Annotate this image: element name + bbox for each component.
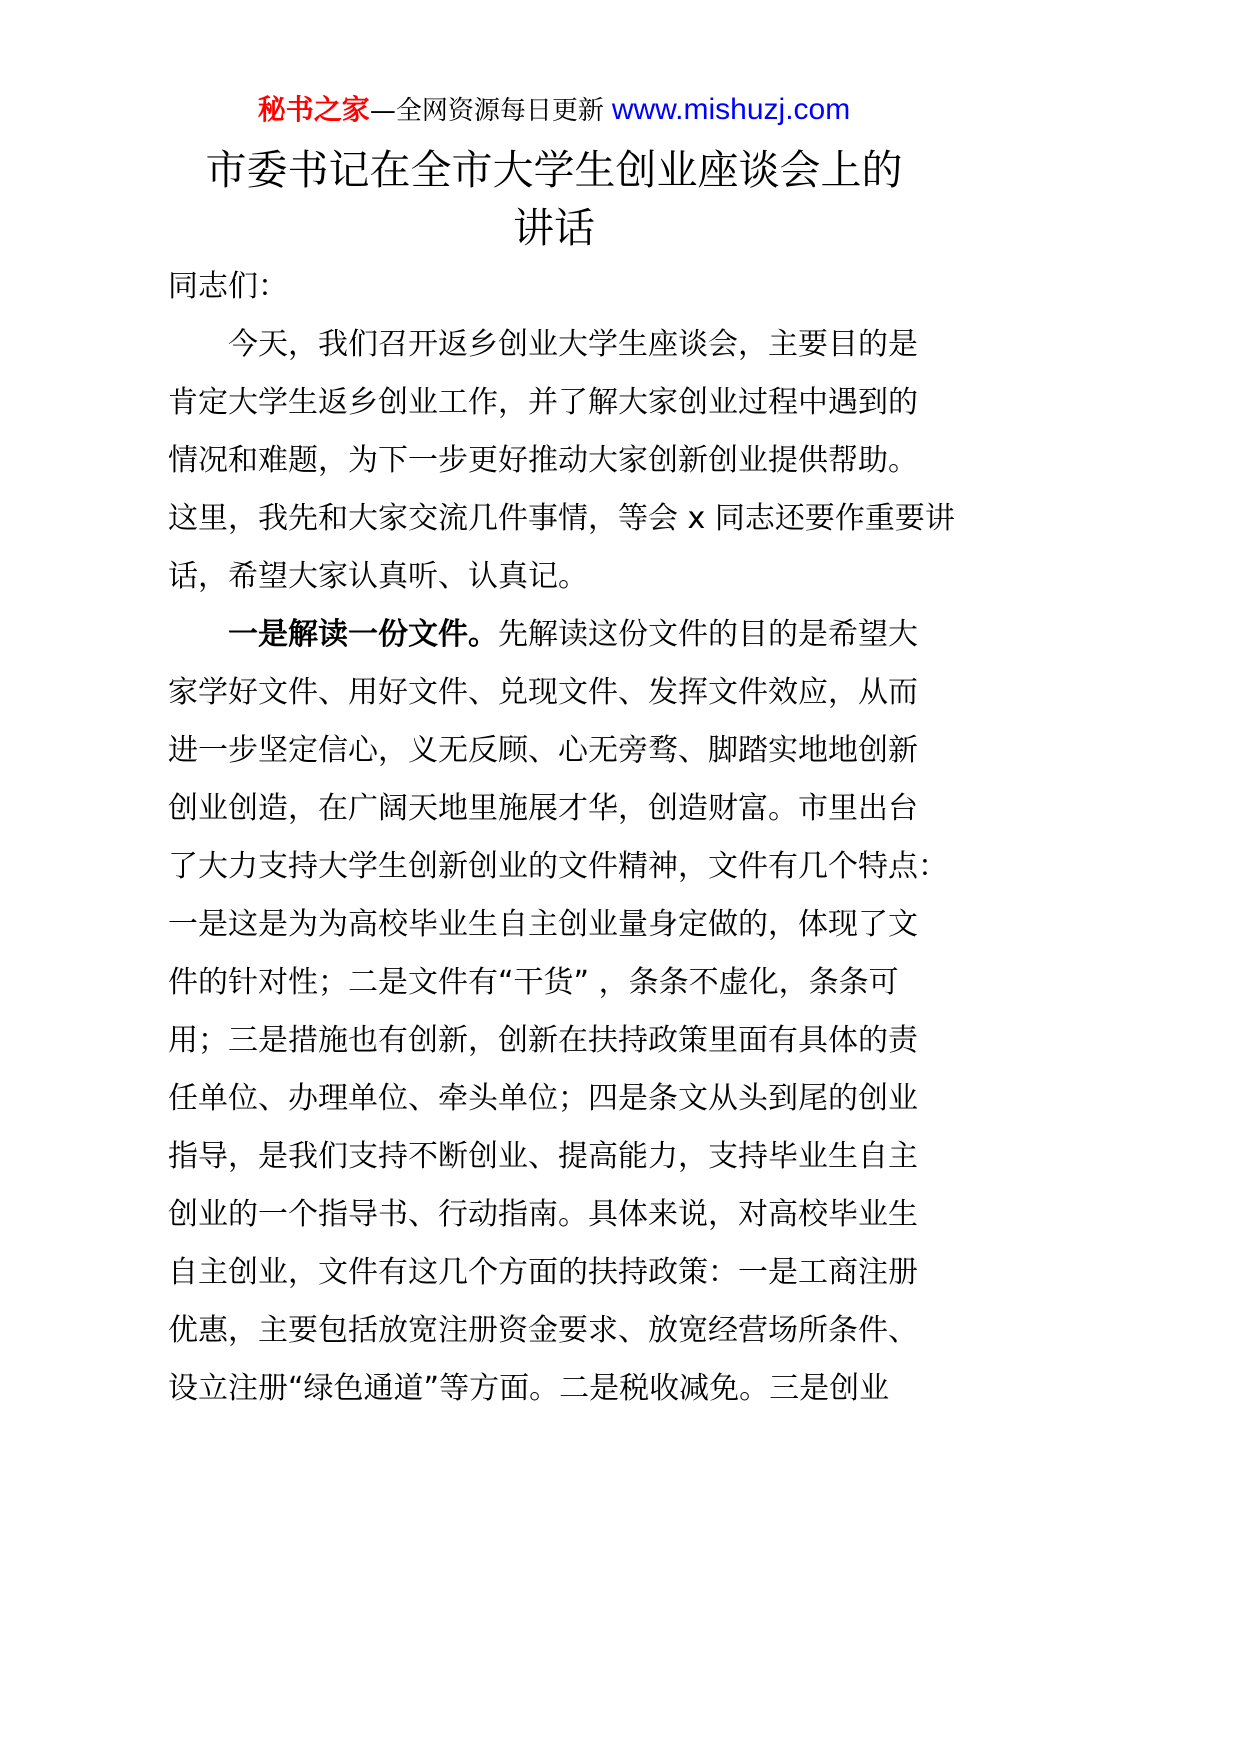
paragraph-line: 自主创业，文件有这几个方面的扶持政策：一是工商注册	[168, 1255, 918, 1290]
paragraph-line: 任单位、办理单位、牵头单位；四是条文从头到尾的创业	[168, 1081, 918, 1116]
paragraph-line: 进一步坚定信心，义无反顾、心无旁骛、脚踏实地地创新	[168, 733, 918, 768]
paragraph-line: 创业的一个指导书、行动指南。具体来说，对高校毕业生	[168, 1197, 918, 1232]
paragraph-line: 件的针对性；二是文件有“干货” ，条条不虚化，条条可	[168, 965, 899, 1000]
paragraph-line: 了大力支持大学生创新创业的文件精神，文件有几个特点：	[168, 849, 948, 884]
paragraph-line: 一是这是为为高校毕业生自主创业量身定做的，体现了文	[168, 907, 918, 942]
paragraph-line: 优惠，主要包括放宽注册资金要求、放宽经营场所条件、	[168, 1313, 918, 1348]
paragraph-line: 家学好文件、用好文件、兑现文件、发挥文件效应，从而	[168, 675, 918, 710]
paragraph-line	[168, 606, 940, 664]
paragraph-1	[168, 316, 955, 606]
site-tagline: —全网资源每日更新	[369, 96, 604, 126]
salutation: 同志们：	[168, 269, 288, 304]
paragraph-2	[168, 606, 948, 1418]
paragraph-line: 这里，我先和大家交流几件事情，等会 x 同志还要作重要讲	[168, 501, 955, 536]
paragraph-line: 情况和难题，为下一步更好推动大家创新创业提供帮助。	[168, 443, 918, 478]
paragraph-lead: 一是解读一份文件。	[228, 617, 498, 652]
paragraph-line: 今天，我们召开返乡创业大学生座谈会，主要目的是	[228, 327, 918, 362]
paragraph-line: 创业创造，在广阔天地里施展才华，创造财富。市里出台	[168, 791, 918, 826]
paragraph-line: 设立注册“绿色通道”等方面。二是税收减免。三是创业	[168, 1371, 890, 1406]
title-line: 市委书记在全市大学生创业座谈会上的	[205, 146, 903, 194]
paragraph-line-text: 先解读这份文件的目的是希望大	[498, 617, 918, 652]
paragraph-line: 指导，是我们支持不断创业、提高能力，支持毕业生自主	[168, 1139, 918, 1174]
paragraph-line: 肯定大学生返乡创业工作，并了解大家创业过程中遇到的	[168, 385, 918, 420]
paragraph-line: 用；三是措施也有创新，创新在扶持政策里面有具体的责	[168, 1023, 918, 1058]
paragraph-line: 话，希望大家认真听、认真记。	[168, 559, 588, 594]
document-title	[168, 141, 940, 257]
document-body	[168, 258, 955, 1418]
title-line: 讲话	[513, 204, 595, 252]
site-url: www.mishuzj.com	[611, 93, 851, 126]
site-header	[168, 90, 940, 130]
site-brand: 秘书之家	[257, 93, 370, 126]
